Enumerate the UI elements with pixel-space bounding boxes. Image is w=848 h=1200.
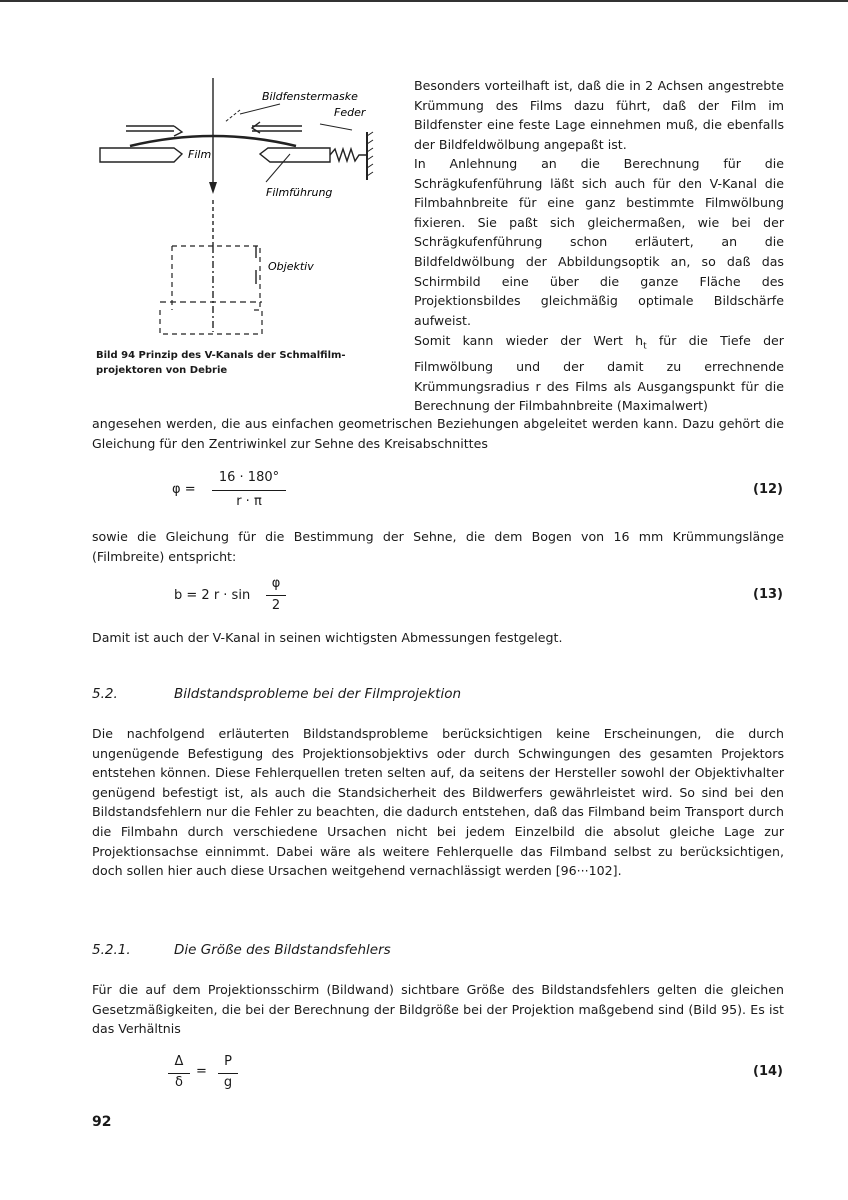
label-film: Film [188,148,212,161]
label-objektiv: Objektiv [268,260,314,273]
equation-14-numerator-left: Δ [174,1054,184,1069]
paragraph-3-part-b: für die Tiefe der Filmwölbung und der damit zu errechnende Krümmungsradius r des Films als Ausgangspunkt für die Berechnung der Filmbahnbreite (Maximalwert) [414,333,784,414]
page-top-border [0,0,848,2]
label-feder: Feder [334,106,366,119]
section-heading-5-2-1 [92,942,592,962]
equation-12-numerator: 16 · 180° [218,470,280,485]
equation-13-label: (13) [753,587,783,602]
paragraph-3 [414,331,784,416]
paragraph-3-part-a: Somit kann wieder der Wert h [414,333,644,348]
equation-14-bar-right [218,1073,238,1074]
section-title-5-2-1: Die Größe des Bildstandsfehlers [174,942,391,958]
equation-13-fraction [266,576,286,620]
section-number-5-2: 5.2. [92,686,118,702]
equation-14-equals: = [196,1064,207,1079]
paragraph-5: Damit ist auch der V-Kanal in seinen wichtigsten Abmessungen festgelegt. [92,630,563,645]
equation-12-fraction [212,470,286,514]
section-number-5-2-1: 5.2.1. [92,942,131,958]
equation-14-numerator-right: P [224,1054,232,1069]
paragraph-2: In Anlehnung an die Berechnung für die Schrägkufenführung läßt sich auch für den V-Kanal die Filmbahnbreite für eine ganz bestimmte Filmwölbung fixieren. Sie paßt sich gleichermaßen, wie bei der Schrägkufenführung schon erläutert, an die Bildfeldwölbung der Abbildungsoptik an, so daß das Schirmbild eine über die ganze Fläche des Projektionsbildes gleichmäßig optimale Bildschärfe aufweist. [414,156,784,328]
figure-caption: Bild 94 Prinzip des V-Kanals der Schmalfilm-projektoren von Debrie [96,350,346,376]
equation-14-fraction-right [218,1054,238,1098]
paragraph-3-continued: angesehen werden, die aus einfachen geometrischen Beziehungen abgeleitet werden kann. Dazu gehört die Gleichung für den Zentriwinkel zur Sehne des Kreisabschnittes [92,416,784,451]
equation-12-lhs: φ = [172,482,196,497]
subscript-t: t [643,341,647,352]
equation-14-denominator-left: δ [175,1075,183,1090]
equation-13-denominator: 2 [271,598,281,613]
equation-12-denominator: r · π [236,494,262,509]
equation-12-label: (12) [753,482,783,497]
page-number: 92 [92,1114,112,1130]
section-heading-5-2 [92,686,592,706]
equation-14-denominator-right: g [223,1075,233,1090]
equation-14-bar-left [168,1073,190,1074]
label-bildfenstermaske: Bildfenstermaske [262,90,358,103]
paragraph-1: Besonders vorteilhaft ist, daß die in 2 Achsen angestrebte Krümmung des Films dazu führt, daß der Film im Bildfenster eine feste Lage einnehmen muß, die ebenfalls der Bildfeldwölbung angepaßt ist. [414,78,784,152]
equation-13-numerator: φ [271,576,281,591]
paragraph-7: Für die auf dem Projektionsschirm (Bildwand) sichtbare Größe des Bildstandsfehlers gelten die gleichen Gesetzmäßigkeiten, die bei der Berechnung der Bildgröße bei der Projektion maßgebend sind (Bild 95). Es ist das Verhältnis [92,982,784,1037]
equation-14-label: (14) [753,1064,783,1079]
figure-v-kanal-diagram [90,70,390,360]
equation-14-fraction-left [168,1054,190,1098]
paragraph-4: sowie die Gleichung für die Bestimmung der Sehne, die dem Bogen von 16 mm Krümmungslänge (Filmbreite) entspricht: [92,529,784,564]
section-title-5-2: Bildstandsprobleme bei der Filmprojektion [174,686,462,702]
equation-12-bar [212,490,286,491]
paragraph-6: Die nachfolgend erläuterten Bildstandsprobleme berücksichtigen keine Erscheinungen, die durch ungenügende Befestigung des Projektionsobjektivs oder durch Schwingungen des gesamten Projektors entstehen können. Diese Fehlerquellen treten selten auf, da seitens der Hersteller sowohl der Objektivhalter genügend befestigt ist, als auch die Standsicherheit des Bildwerfers gewährleistet wird. So sind bei den Bildstandsfehlern nur die Fehler zu beachten, die dadurch entstehen, daß das Filmband beim Transport durch die Filmbahn durch verschiedene Ursachen nicht bei jedem Einzelbild die absolut gleiche Lage zur Projektionsachse einnimmt. Dabei wäre als weitere Fehlerquelle das Filmband selbst zu berücksichtigen, doch sollen hier auch diese Ursachen weitgehend vernachlässigt werden [96···102]. [92,726,784,879]
equation-13-bar [266,595,286,596]
label-filmfuehrung: Filmführung [266,186,333,199]
equation-13-lhs: b = 2 r · sin [174,588,251,603]
